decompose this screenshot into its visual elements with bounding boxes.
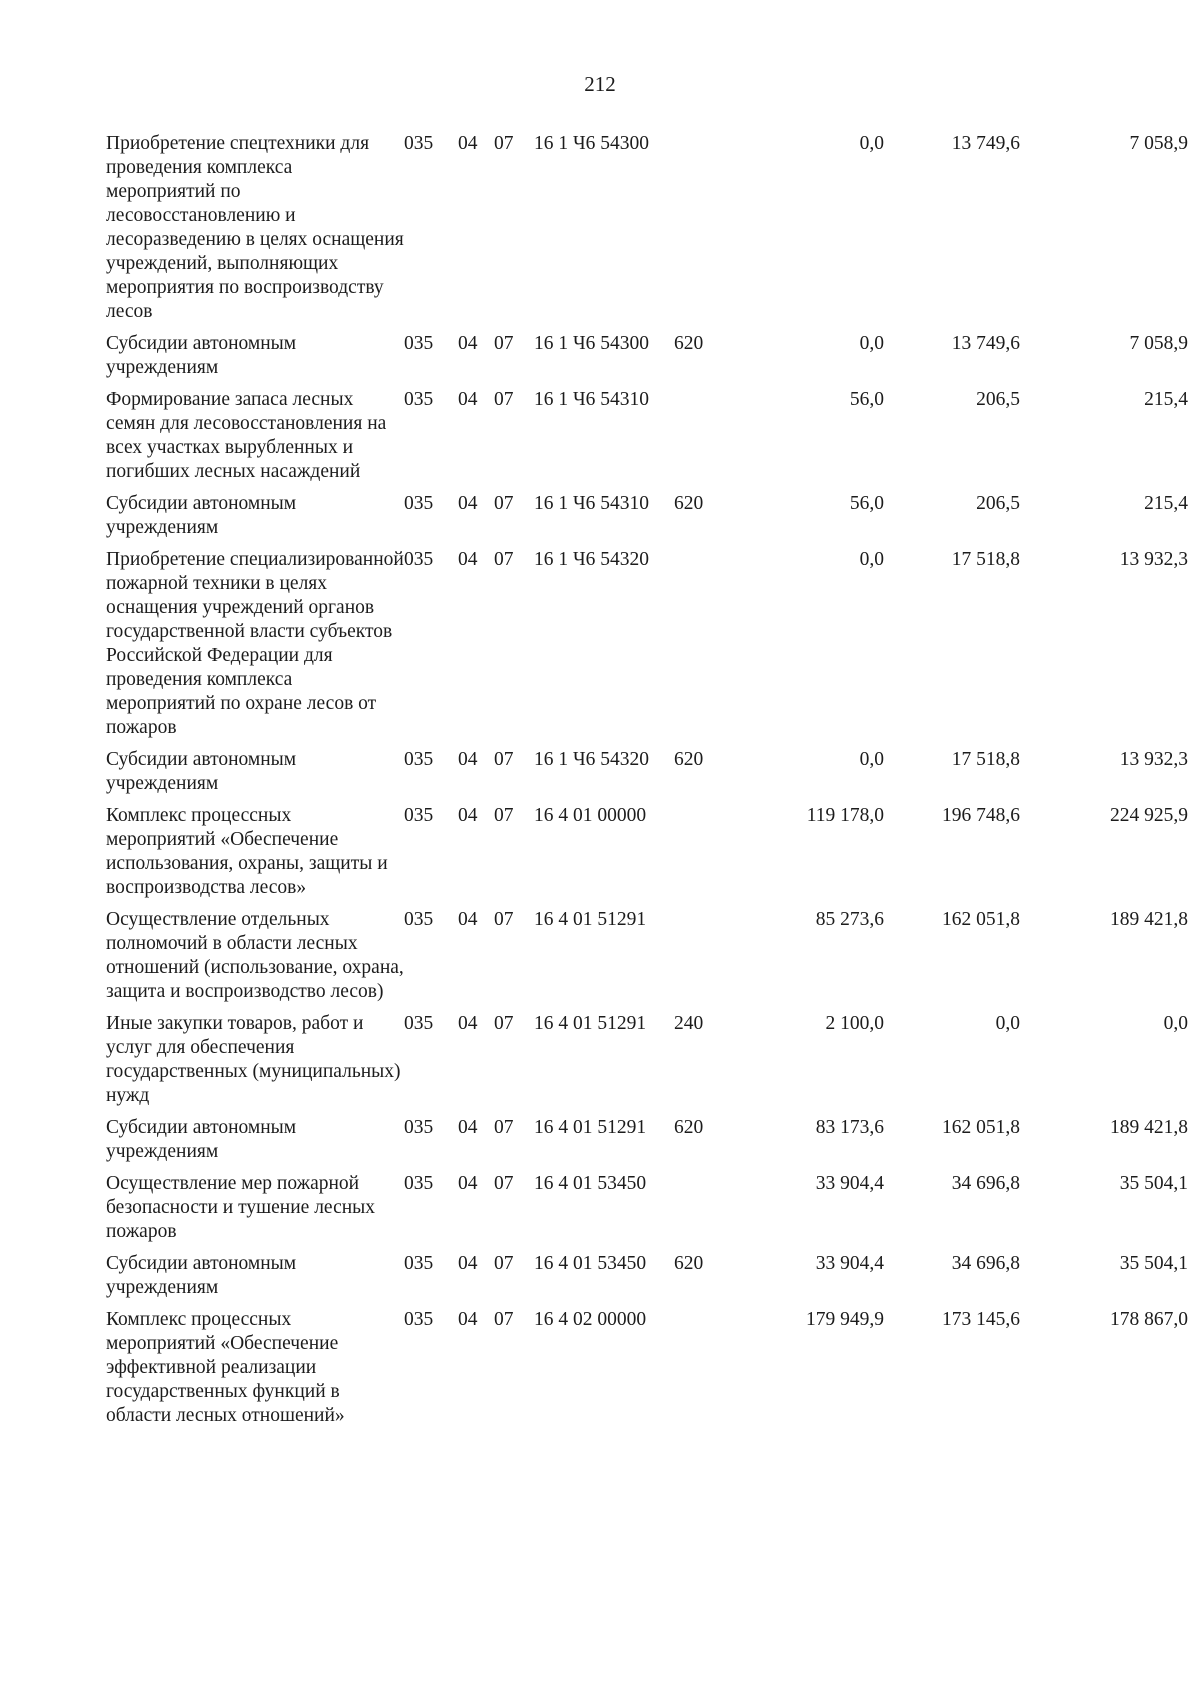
- table-row: [106, 328, 1188, 384]
- row-grbs-code: 035: [404, 1013, 434, 1034]
- table-row: [106, 544, 1188, 744]
- row-grbs-code: 035: [404, 1173, 434, 1194]
- row-amount-year-2: 162 051,8: [942, 1117, 1020, 1138]
- row-target-item-code: 16 4 01 51291: [534, 909, 647, 930]
- table-row: [106, 488, 1188, 544]
- table-row: [106, 1168, 1188, 1248]
- row-expense-type-code: 620: [674, 333, 704, 354]
- row-section-code: 04: [458, 389, 478, 410]
- row-grbs-code: 035: [404, 333, 434, 354]
- row-amount-year-2: 13 749,6: [951, 333, 1020, 354]
- row-expense-type-code: [674, 1168, 734, 1248]
- row-target-item-code: 16 1 Ч6 54300: [534, 333, 650, 354]
- row-amount-year-2: 13 749,6: [951, 133, 1020, 154]
- row-name: Приобретение специализированной пожарной техники в целях оснащения учреждений органов государственной власти субъектов Российской Федерации для проведения комплекса мероприятий по охране лесов от пожаров: [106, 549, 404, 738]
- row-section-code: 04: [458, 493, 478, 514]
- row-expense-type-code: [674, 384, 734, 488]
- row-section-code: 04: [458, 333, 478, 354]
- row-target-item-code: 16 4 01 51291: [534, 1117, 647, 1138]
- row-target-item-code: 16 1 Ч6 54320: [534, 749, 650, 770]
- row-name: Осуществление мер пожарной безопасности и тушение лесных пожаров: [106, 1173, 376, 1242]
- row-amount-year-2: 196 748,6: [942, 805, 1020, 826]
- table-row: [106, 904, 1188, 1008]
- table-row: [106, 744, 1188, 800]
- table-row: [106, 1008, 1188, 1112]
- row-expense-type-code: [674, 904, 734, 1008]
- row-amount-year-3: 13 932,3: [1119, 749, 1188, 770]
- budget-table: [106, 128, 1188, 1432]
- row-subsection-code: 07: [494, 1117, 514, 1138]
- row-expense-type-code: 240: [674, 1013, 704, 1034]
- row-name: Осуществление отдельных полномочий в области лесных отношений (использование, охрана, защита и воспроизводство лесов): [106, 909, 404, 1002]
- row-section-code: 04: [458, 749, 478, 770]
- row-subsection-code: 07: [494, 1013, 514, 1034]
- row-expense-type-code: [674, 128, 734, 328]
- row-grbs-code: 035: [404, 1117, 434, 1138]
- row-section-code: 04: [458, 549, 478, 570]
- row-target-item-code: 16 4 02 00000: [534, 1309, 647, 1330]
- row-grbs-code: 035: [404, 805, 434, 826]
- row-subsection-code: 07: [494, 909, 514, 930]
- row-name: Субсидии автономным учреждениям: [106, 1253, 297, 1298]
- row-expense-type-code: 620: [674, 749, 704, 770]
- row-name: Субсидии автономным учреждениям: [106, 1117, 297, 1162]
- table-row: [106, 384, 1188, 488]
- row-amount-year-2: 17 518,8: [951, 549, 1020, 570]
- row-name: Комплекс процессных мероприятий «Обеспечение эффективной реализации государственных функций в области лесных отношений»: [106, 1309, 345, 1426]
- row-grbs-code: 035: [404, 749, 434, 770]
- row-grbs-code: 035: [404, 493, 434, 514]
- row-subsection-code: 07: [494, 549, 514, 570]
- row-expense-type-code: 620: [674, 1253, 704, 1274]
- row-subsection-code: 07: [494, 805, 514, 826]
- row-expense-type-code: 620: [674, 493, 704, 514]
- row-amount-year-1: 33 904,4: [815, 1173, 884, 1194]
- row-grbs-code: 035: [404, 1253, 434, 1274]
- row-amount-year-2: 162 051,8: [942, 909, 1020, 930]
- row-amount-year-3: 224 925,9: [1110, 805, 1188, 826]
- table-row: [106, 1248, 1188, 1304]
- row-amount-year-3: 178 867,0: [1110, 1309, 1188, 1330]
- row-subsection-code: 07: [494, 749, 514, 770]
- row-subsection-code: 07: [494, 133, 514, 154]
- row-amount-year-3: 0,0: [1163, 1013, 1188, 1034]
- row-amount-year-2: 206,5: [976, 389, 1020, 410]
- row-target-item-code: 16 1 Ч6 54310: [534, 389, 650, 410]
- row-amount-year-1: 56,0: [849, 493, 884, 514]
- row-section-code: 04: [458, 805, 478, 826]
- row-amount-year-2: 34 696,8: [951, 1173, 1020, 1194]
- row-target-item-code: 16 4 01 53450: [534, 1253, 647, 1274]
- row-amount-year-1: 0,0: [859, 749, 884, 770]
- row-amount-year-3: 13 932,3: [1119, 549, 1188, 570]
- row-section-code: 04: [458, 1013, 478, 1034]
- row-subsection-code: 07: [494, 1309, 514, 1330]
- row-amount-year-1: 0,0: [859, 333, 884, 354]
- row-grbs-code: 035: [404, 389, 434, 410]
- table-body: [106, 128, 1188, 1432]
- row-amount-year-3: 35 504,1: [1119, 1253, 1188, 1274]
- row-amount-year-2: 206,5: [976, 493, 1020, 514]
- row-section-code: 04: [458, 1117, 478, 1138]
- row-name: Комплекс процессных мероприятий «Обеспечение использования, охраны, защиты и воспроизводства лесов»: [106, 805, 388, 898]
- row-amount-year-3: 7 058,9: [1129, 133, 1188, 154]
- row-amount-year-1: 83 173,6: [815, 1117, 884, 1138]
- row-section-code: 04: [458, 909, 478, 930]
- row-grbs-code: 035: [404, 133, 434, 154]
- row-expense-type-code: 620: [674, 1117, 704, 1138]
- row-section-code: 04: [458, 1173, 478, 1194]
- row-target-item-code: 16 1 Ч6 54310: [534, 493, 650, 514]
- row-target-item-code: 16 4 01 51291: [534, 1013, 647, 1034]
- row-amount-year-1: 119 178,0: [806, 805, 884, 826]
- row-amount-year-3: 35 504,1: [1119, 1173, 1188, 1194]
- row-target-item-code: 16 1 Ч6 54300: [534, 133, 650, 154]
- row-amount-year-2: 17 518,8: [951, 749, 1020, 770]
- row-subsection-code: 07: [494, 493, 514, 514]
- table-row: [106, 128, 1188, 328]
- row-grbs-code: 035: [404, 1309, 434, 1330]
- row-amount-year-1: 0,0: [859, 133, 884, 154]
- row-amount-year-1: 0,0: [859, 549, 884, 570]
- row-subsection-code: 07: [494, 1173, 514, 1194]
- row-subsection-code: 07: [494, 389, 514, 410]
- row-amount-year-1: 2 100,0: [825, 1013, 884, 1034]
- table-row: [106, 800, 1188, 904]
- row-amount-year-3: 189 421,8: [1110, 1117, 1188, 1138]
- table-row: [106, 1304, 1188, 1432]
- row-subsection-code: 07: [494, 333, 514, 354]
- row-name: Субсидии автономным учреждениям: [106, 333, 297, 378]
- row-name: Приобретение спецтехники для проведения комплекса мероприятий по лесовосстановлению и лесоразведению в целях оснащения учреждений, выполняющих мероприятия по воспроизводству лесов: [106, 133, 404, 322]
- row-grbs-code: 035: [404, 909, 434, 930]
- row-grbs-code: 035: [404, 549, 434, 570]
- row-amount-year-3: 215,4: [1144, 389, 1188, 410]
- row-amount-year-1: 179 949,9: [806, 1309, 884, 1330]
- row-name: Субсидии автономным учреждениям: [106, 749, 297, 794]
- row-amount-year-3: 215,4: [1144, 493, 1188, 514]
- row-expense-type-code: [674, 544, 734, 744]
- row-target-item-code: 16 1 Ч6 54320: [534, 549, 650, 570]
- row-amount-year-2: 173 145,6: [942, 1309, 1020, 1330]
- row-subsection-code: 07: [494, 1253, 514, 1274]
- row-amount-year-3: 189 421,8: [1110, 909, 1188, 930]
- row-amount-year-1: 85 273,6: [815, 909, 884, 930]
- row-amount-year-2: 34 696,8: [951, 1253, 1020, 1274]
- row-section-code: 04: [458, 1309, 478, 1330]
- row-target-item-code: 16 4 01 00000: [534, 805, 647, 826]
- row-section-code: 04: [458, 133, 478, 154]
- row-name: Субсидии автономным учреждениям: [106, 493, 297, 538]
- row-amount-year-1: 33 904,4: [815, 1253, 884, 1274]
- table-row: [106, 1112, 1188, 1168]
- row-amount-year-3: 7 058,9: [1129, 333, 1188, 354]
- row-expense-type-code: [674, 1304, 734, 1432]
- row-expense-type-code: [674, 800, 734, 904]
- row-name: Иные закупки товаров, работ и услуг для обеспечения государственных (муниципальных) нужд: [106, 1013, 401, 1106]
- row-amount-year-1: 56,0: [849, 389, 884, 410]
- row-name: Формирование запаса лесных семян для лесовосстановления на всех участках вырубленных и погибших лесных насаждений: [106, 389, 387, 482]
- row-amount-year-2: 0,0: [995, 1013, 1020, 1034]
- row-section-code: 04: [458, 1253, 478, 1274]
- page-number: 212: [584, 72, 616, 96]
- row-target-item-code: 16 4 01 53450: [534, 1173, 647, 1194]
